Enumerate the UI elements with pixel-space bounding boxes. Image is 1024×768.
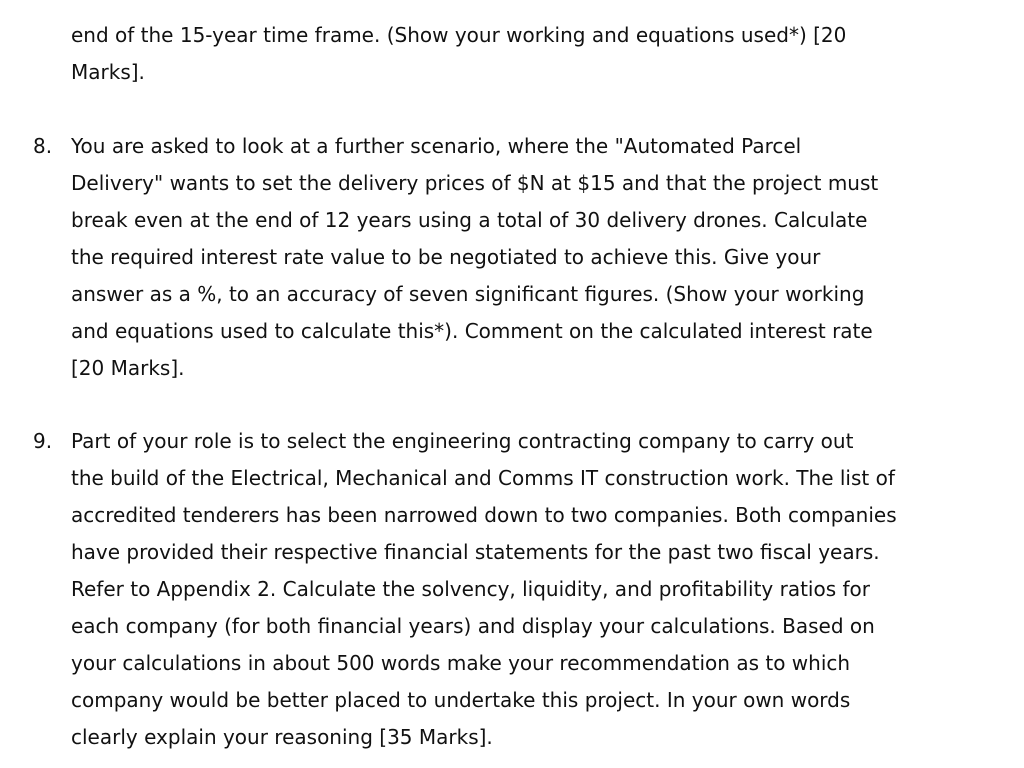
- text-line: Refer to Appendix 2. Calculate the solvency, liquidity, and profitability ratios for: [71, 577, 870, 601]
- text-line: the required interest rate value to be negotiated to achieve this. Give your: [71, 245, 821, 269]
- paragraph-text: [71, 17, 1016, 91]
- text-line: the build of the Electrical, Mechanical and Comms IT construction work. The list of: [71, 466, 895, 490]
- text-line: end of the 15-year time frame. (Show your working and equations used*) [20: [71, 23, 847, 47]
- question-8: [0, 128, 1024, 387]
- text-line: company would be better placed to undertake this project. In your own words: [71, 688, 851, 712]
- question-number: 8.: [33, 134, 53, 158]
- text-line: break even at the end of 12 years using a total of 30 delivery drones. Calculate: [71, 208, 868, 232]
- question-number: 9.: [33, 429, 53, 453]
- continuation-paragraph: [0, 17, 1024, 91]
- text-line: and equations used to calculate this*). Comment on the calculated interest rate: [71, 319, 873, 343]
- text-line: Marks].: [71, 60, 145, 84]
- text-line: You are asked to look at a further scenario, where the "Automated Parcel: [71, 134, 802, 158]
- text-line: your calculations in about 500 words make your recommendation as to which: [71, 651, 851, 675]
- question-9: [0, 423, 1024, 756]
- text-line: Part of your role is to select the engineering contracting company to carry out: [71, 429, 854, 453]
- text-line: accredited tenderers has been narrowed down to two companies. Both companies: [71, 503, 897, 527]
- text-line: have provided their respective financial statements for the past two fiscal years.: [71, 540, 880, 564]
- question-text: [71, 423, 1016, 756]
- text-line: clearly explain your reasoning [35 Marks].: [71, 725, 493, 749]
- text-line: Delivery" wants to set the delivery prices of $N at $15 and that the project must: [71, 171, 879, 195]
- text-line: [20 Marks].: [71, 356, 185, 380]
- text-line: each company (for both financial years) and display your calculations. Based on: [71, 614, 875, 638]
- text-line: answer as a %, to an accuracy of seven significant figures. (Show your working: [71, 282, 865, 306]
- question-text: [71, 128, 1016, 387]
